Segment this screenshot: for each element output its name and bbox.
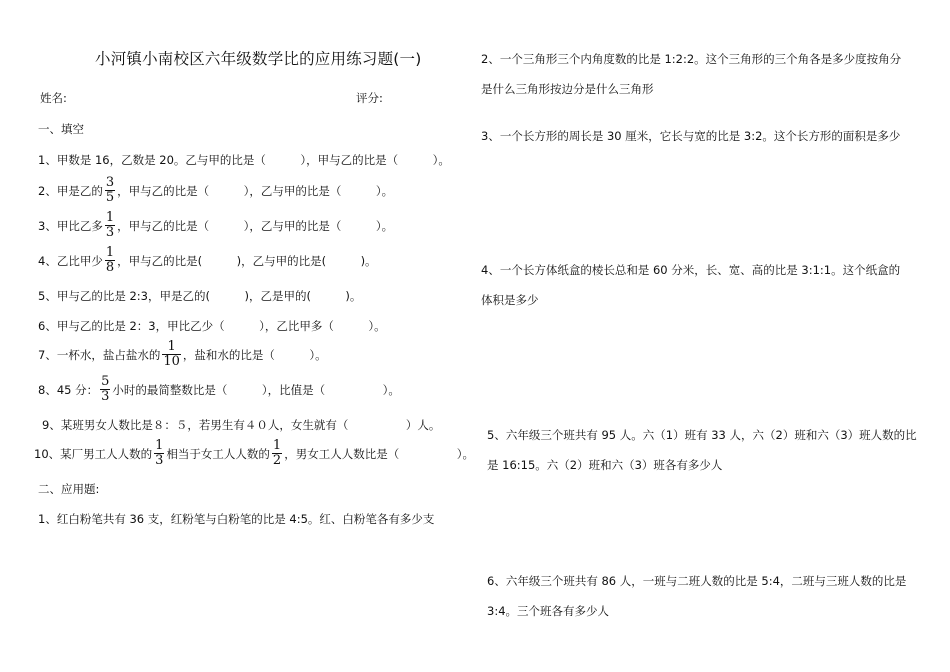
fraction-1-3 <box>105 211 115 240</box>
fraction-1-3-second <box>154 439 164 468</box>
question-2-text-b: ，甲与乙的比是（ ），乙与甲的比是（ ）。 <box>117 183 394 198</box>
fraction-denominator: 3 <box>101 389 110 404</box>
fraction-numerator: 1 <box>155 438 164 453</box>
fraction-numerator: 1 <box>105 245 115 260</box>
question-4-text-b: ，甲与乙的比是( )，乙与甲的比是( )。 <box>117 253 377 268</box>
question-8-text-a: 8、45 分： <box>38 382 99 397</box>
question-3-text-b: ，甲与乙的比是（ ），乙与甲的比是（ ）。 <box>117 218 394 233</box>
question-8-text-b: 小时的最简整数比是（ ），比值是（ ）。 <box>112 382 400 397</box>
question-4 <box>38 246 377 275</box>
question-9: 9、某班男女人数比是８：５，若男生有４０人，女生就有（ ）人。 <box>42 418 441 432</box>
question-7-text-a: 7、一杯水，盐占盐水的 <box>38 347 161 362</box>
fraction-numerator: 5 <box>101 374 110 389</box>
applied-question-6: 6、六年级三个班共有 86 人，一班与二班人数的比是 5:4，二班与三班人数的比是 3:4。三个班各有多少人 <box>487 574 907 618</box>
question-10-text-c: ，男女工人人数比是（ ）。 <box>284 446 474 461</box>
fraction-1-10 <box>162 340 181 369</box>
question-2-text-a: 2、甲是乙的 <box>38 183 103 198</box>
fraction-denominator: 10 <box>163 354 180 369</box>
question-8 <box>38 375 400 404</box>
fraction-denominator: 5 <box>105 190 115 205</box>
question-2 <box>38 176 393 205</box>
question-1: 1、甲数是 16，乙数是 20。乙与甲的比是（ ），甲与乙的比是（ ）。 <box>38 153 450 167</box>
question-7-text-b: ，盐和水的比是（ ）。 <box>182 347 327 362</box>
question-7 <box>38 340 327 369</box>
fraction-3-5 <box>105 176 115 205</box>
question-10-text-b: 相当于女工人人数的 <box>166 446 270 461</box>
applied-question-3: 3、一个长方形的周长是 30 厘米，它长与宽的比是 3:2。这个长方形的面积是多少 <box>481 129 901 143</box>
fraction-numerator: 1 <box>105 210 115 225</box>
applied-question-2: 2、一个三角形三个内角度数的比是 1:2:2。这个三角形的三个角各是多少度按角分是什么三角形按边分是什么三角形 <box>481 52 902 96</box>
fraction-numerator: 3 <box>105 175 115 190</box>
section-fill-in-heading: 一、填空 <box>38 122 84 136</box>
applied-question-4: 4、一个长方体纸盒的棱长总和是 60 分米，长、宽、高的比是 3:1:1。这个纸盒的体积是多少 <box>481 263 901 307</box>
fraction-denominator: 2 <box>272 453 282 468</box>
fraction-numerator: 1 <box>272 438 282 453</box>
name-label: 姓名: <box>40 91 67 105</box>
question-6: 6、甲与乙的比是 2：3，甲比乙少（ ），乙比甲多（ ）。 <box>38 319 386 333</box>
fraction-denominator: 3 <box>155 453 164 468</box>
fraction-1-2 <box>272 439 282 468</box>
question-5: 5、甲与乙的比是 2:3，甲是乙的( )，乙是甲的( )。 <box>38 289 362 303</box>
question-10 <box>34 439 474 468</box>
question-3 <box>38 211 393 240</box>
question-4-text-a: 4、乙比甲少 <box>38 253 103 268</box>
fraction-1-8 <box>105 246 115 275</box>
fraction-numerator: 1 <box>167 339 176 354</box>
fraction-5-3 <box>100 375 110 404</box>
page-title: 小河镇小南校区六年级数学比的应用练习题(一) <box>95 50 422 68</box>
question-10-text-a: 10、某厂男工人人数的 <box>34 446 153 461</box>
score-label: 评分: <box>356 91 383 105</box>
applied-question-1: 1、红白粉笔共有 36 支，红粉笔与白粉笔的比是 4:5。红、白粉笔各有多少支 <box>38 512 435 526</box>
section-applied-heading: 二、应用题: <box>38 482 100 496</box>
fraction-denominator: 8 <box>105 260 115 275</box>
applied-question-5: 5、六年级三个班共有 95 人。六（1）班有 33 人，六（2）班和六（3）班人数的比是 16:15。六（2）班和六（3）班各有多少人 <box>487 428 917 472</box>
fraction-denominator: 3 <box>105 225 115 240</box>
question-3-text-a: 3、甲比乙多 <box>38 218 103 233</box>
